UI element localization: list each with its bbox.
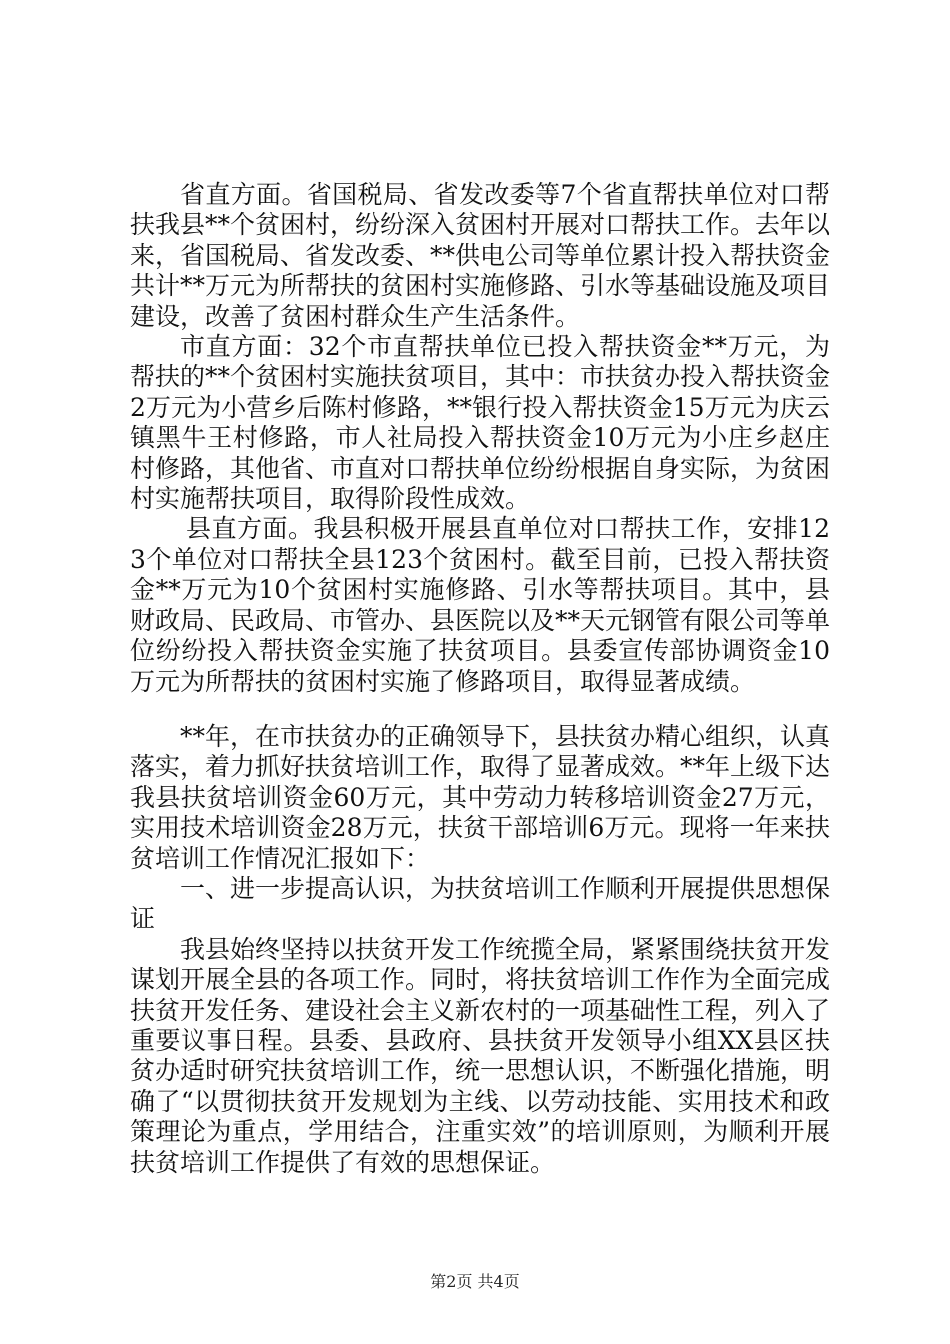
paragraph-training-principles: 我县始终坚持以扶贫开发工作统揽全局，紧紧围绕扶贫开发谋划开展全县的各项工作。同时，将扶贫培训工作作为全面完成扶贫开发任务、建设社会主义新农村的一项基础性工程，列入了重要议事日程。县委、县政府、县扶贫开发领导小组XX县区扶贫办适时研究扶贫培训工作，统一思想认识，不断强化措施，明确了“以贯彻扶贫开发规划为主线、以劳动技能、实用技术和政策理论为重点，学用结合，注重实效”的培训原则，为顺利开展扶贫培训工作提供了有效的思想保证。 [130,934,831,1177]
paragraph-provincial: 省直方面。省国税局、省发改委等7个省直帮扶单位对口帮扶我县**个贫困村，纷纷深入贫困村开展对口帮扶工作。去年以来，省国税局、省发改委、**供电公司等单位累计投入帮扶资金共计**万元为所帮扶的贫困村实施修路、引水等基础设施及项目建设，改善了贫困村群众生产生活条件。 [130,180,831,331]
body-section-2 [130,722,830,1178]
paragraph-county: 县直方面。我县积极开展县直单位对口帮扶工作，安排123个单位对口帮扶全县123个贫困村。截至目前，已投入帮扶资金**万元为10个贫困村实施修路、引水等帮扶项目。其中，县财政局、民政局、市管办、县医院以及**天元钢管有限公司等单位纷纷投入帮扶资金实施了扶贫项目。县委宣传部协调资金10万元为所帮扶的贫困村实施了修路项目，取得显著成绩。 [130,514,831,696]
paragraph-training-intro: **年，在市扶贫办的正确领导下，县扶贫办精心组织，认真落实，着力抓好扶贫培训工作，取得了显著成效。**年上级下达我县扶贫培训资金60万元，其中劳动力转移培训资金27万元，实用技术培训资金28万元，扶贫干部培训6万元。现将一年来扶贫培训工作情况汇报如下： [130,722,831,873]
page-number-footer: 第2页 共4页 [430,1272,520,1291]
section-heading-1: 一、进一步提高认识，为扶贫培训工作顺利开展提供思想保证 [130,874,831,934]
paragraph-municipal: 市直方面：32个市直帮扶单位已投入帮扶资金**万元，为帮扶的**个贫困村实施扶贫项目，其中：市扶贫办投入帮扶资金2万元为小营乡后陈村修路，**银行投入帮扶资金15万元为庆云镇黑牛王村修路，市人社局投入帮扶资金10万元为小庄乡赵庄村修路，其他省、市直对口帮扶单位纷纷根据自身实际，为贫困村实施帮扶项目，取得阶段性成效。 [130,332,831,514]
body-section-1 [130,180,830,697]
